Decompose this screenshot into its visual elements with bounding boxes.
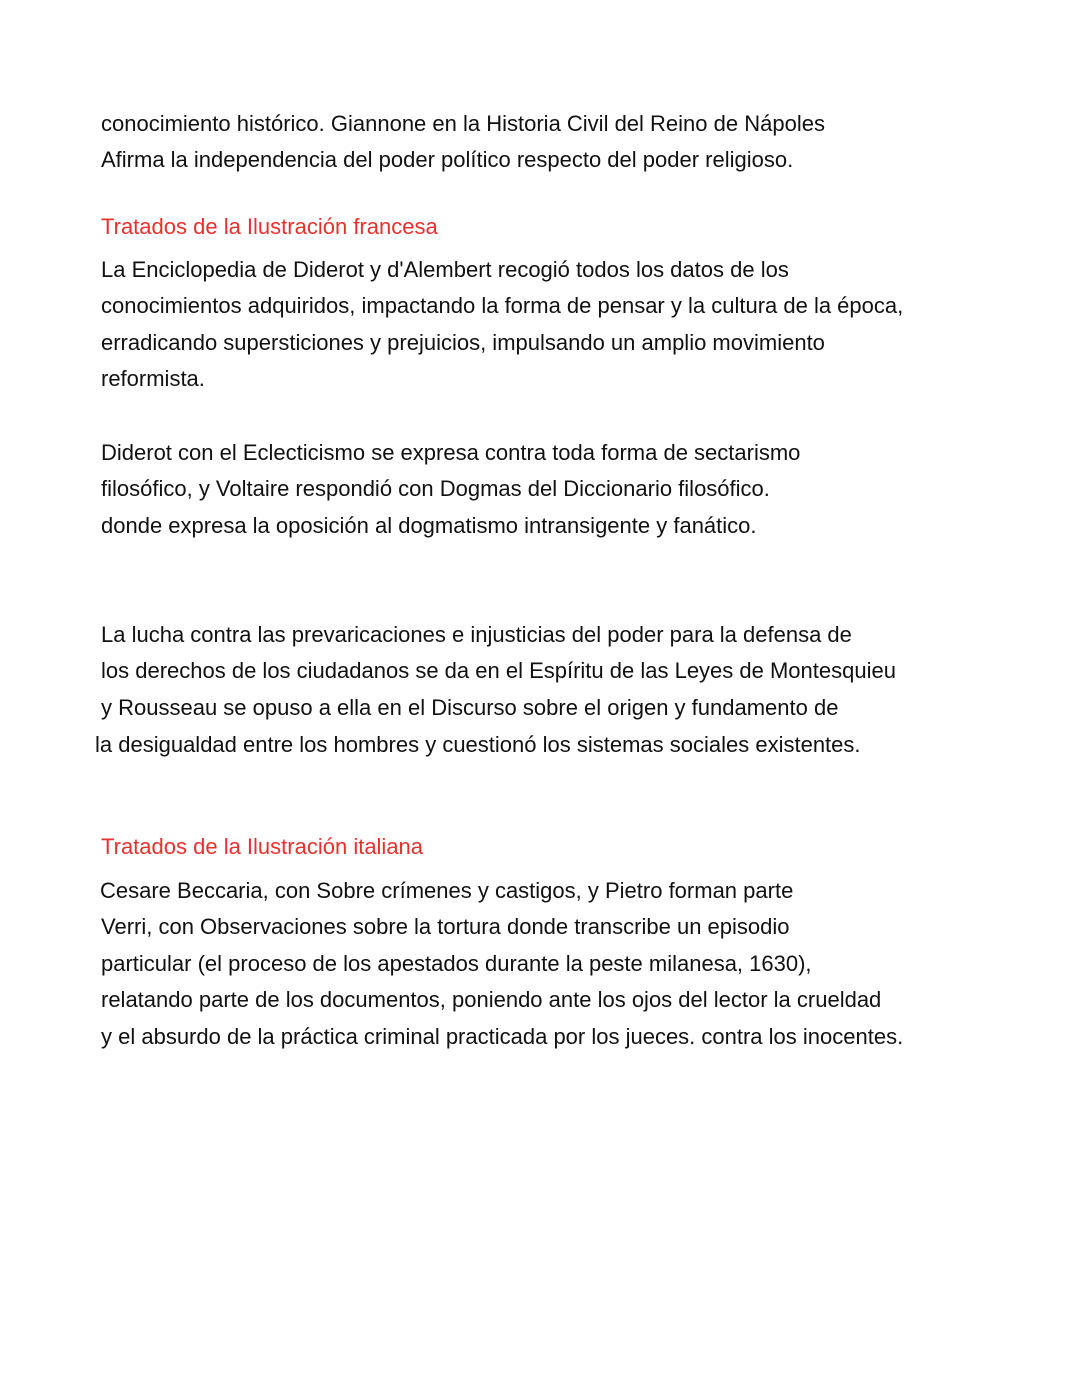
paragraph-line: relatando parte de los documentos, poniendo ante los ojos del lector la crueldad	[101, 987, 882, 1012]
heading-italian-enlightenment: Tratados de la Ilustración italiana	[101, 834, 424, 859]
intro-line-2: Afirma la independencia del poder político respecto del poder religioso.	[101, 147, 794, 172]
paragraph-line: erradicando supersticiones y prejuicios, impulsando un amplio movimiento	[101, 330, 825, 355]
paragraph-line: Cesare Beccaria, con Sobre crímenes y castigos, y Pietro forman parte	[100, 878, 794, 903]
paragraph-line: los derechos de los ciudadanos se da en el Espíritu de las Leyes de Montesquieu	[101, 658, 896, 683]
paragraph-line: y Rousseau se opuso a ella en el Discurso sobre el origen y fundamento de	[101, 695, 839, 720]
paragraph-line: La lucha contra las prevaricaciones e injusticias del poder para la defensa de	[101, 622, 852, 647]
paragraph-line: donde expresa la oposición al dogmatismo intransigente y fanático.	[101, 513, 757, 538]
paragraph-line: reformista.	[101, 366, 205, 391]
paragraph-line: Diderot con el Eclecticismo se expresa contra toda forma de sectarismo	[101, 440, 801, 465]
paragraph-line: y el absurdo de la práctica criminal practicada por los jueces. contra los inocentes.	[101, 1024, 904, 1049]
paragraph-line: La Enciclopedia de Diderot y d'Alembert recogió todos los datos de los	[101, 257, 789, 282]
paragraph-line: filosófico, y Voltaire respondió con Dogmas del Diccionario filosófico.	[101, 476, 770, 501]
heading-french-enlightenment: Tratados de la Ilustración francesa	[101, 214, 438, 239]
paragraph-line: la desigualdad entre los hombres y cuestionó los sistemas sociales existentes.	[95, 732, 861, 757]
paragraph-line: Verri, con Observaciones sobre la tortura donde transcribe un episodio	[101, 914, 790, 939]
paragraph-line: conocimientos adquiridos, impactando la forma de pensar y la cultura de la época,	[101, 293, 904, 318]
paragraph-line: particular (el proceso de los apestados durante la peste milanesa, 1630),	[101, 951, 812, 976]
intro-line-1: conocimiento histórico. Giannone en la Historia Civil del Reino de Nápoles	[101, 111, 825, 136]
